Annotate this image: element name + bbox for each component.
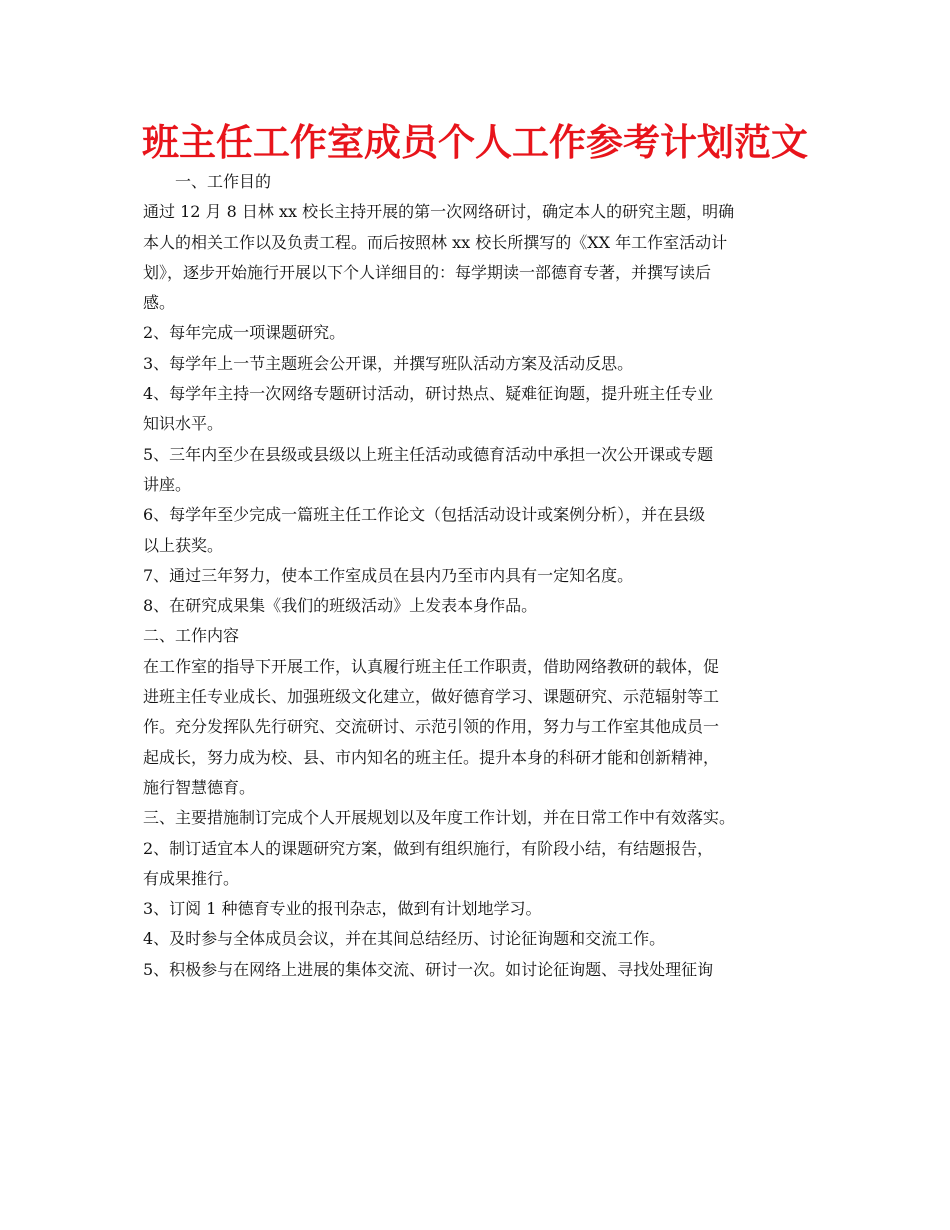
section-heading-line: 一、工作目的: [175, 172, 272, 191]
paragraph-line: 有成果推行。: [143, 868, 240, 888]
paragraph-line: 4、及时参与全体成员会议，并在其间总结经历、讨论征询题和交流工作。: [143, 929, 666, 949]
paragraph-line: 8、在研究成果集《我们的班级活动》上发表本身作品。: [143, 596, 538, 616]
document-title: 班主任工作室成员个人工作参考计划范文: [142, 121, 808, 164]
paragraph-line: 进班主任专业成长、加强班级文化建立，做好德育学习、课题研究、示范辐射等工: [143, 687, 720, 707]
paragraph-line: 感。: [143, 293, 176, 313]
paragraph-line: 施行智慧德育。: [143, 777, 256, 797]
paragraph-line: 起成长，努力成为校、县、市内知名的班主任。提升本身的科研才能和创新精神，: [143, 747, 720, 767]
paragraph-line: 三、主要措施制订完成个人开展规划以及年度工作计划，并在日常工作中有效落实。: [143, 808, 736, 828]
paragraph-line: 2、制订适宜本人的课题研究方案，做到有组织施行，有阶段小结，有结题报告，: [143, 838, 714, 858]
paragraph-line: 2、每年完成一项课题研究。: [143, 323, 346, 343]
document-body: [143, 167, 833, 985]
paragraph-line: 本人的相关工作以及负责工程。而后按照林 xx 校长所撰写的《XX 年工作室活动计: [143, 232, 728, 252]
paragraph-line: 讲座。: [143, 474, 192, 494]
paragraph-line: 5、积极参与在网络上进展的集体交流、研讨一次。如讨论征询题、寻找处理征询: [143, 959, 714, 979]
paragraph-line: 6、每学年至少完成一篇班主任工作论文（包括活动设计或案例分析），并在县级: [143, 505, 706, 525]
paragraph-line: 3、订阅 1 种德育专业的报刊杂志，做到有计划地学习。: [143, 899, 542, 919]
paragraph-line: 7、通过三年努力，使本工作室成员在县内乃至市内具有一定知名度。: [143, 565, 634, 585]
paragraph-line: 划》，逐步开始施行开展以下个人详细目的：每学期读一部德育专著，并撰写读后: [143, 262, 712, 282]
paragraph-line: 以上获奖。: [143, 535, 224, 555]
paragraph-line: 知识水平。: [143, 414, 224, 434]
paragraph-line: 4、每学年主持一次网络专题研讨活动，研讨热点、疑难征询题，提升班主任专业: [143, 384, 714, 404]
paragraph-line: 在工作室的指导下开展工作，认真履行班主任工作职责，借助网络教研的载体，促: [143, 656, 720, 676]
paragraph-line: 作。充分发挥队先行研究、交流研讨、示范引领的作用，努力与工作室其他成员一: [143, 717, 720, 737]
paragraph-line: 二、工作内容: [143, 626, 240, 646]
paragraph-line: 5、三年内至少在县级或县级以上班主任活动或德育活动中承担一次公开课或专题: [143, 444, 714, 464]
paragraph-line: 通过 12 月 8 日林 xx 校长主持开展的第一次网络研讨，确定本人的研究主题，明确: [143, 202, 735, 222]
paragraph-line: 3、每学年上一节主题班会公开课，并撰写班队活动方案及活动反思。: [143, 353, 634, 373]
